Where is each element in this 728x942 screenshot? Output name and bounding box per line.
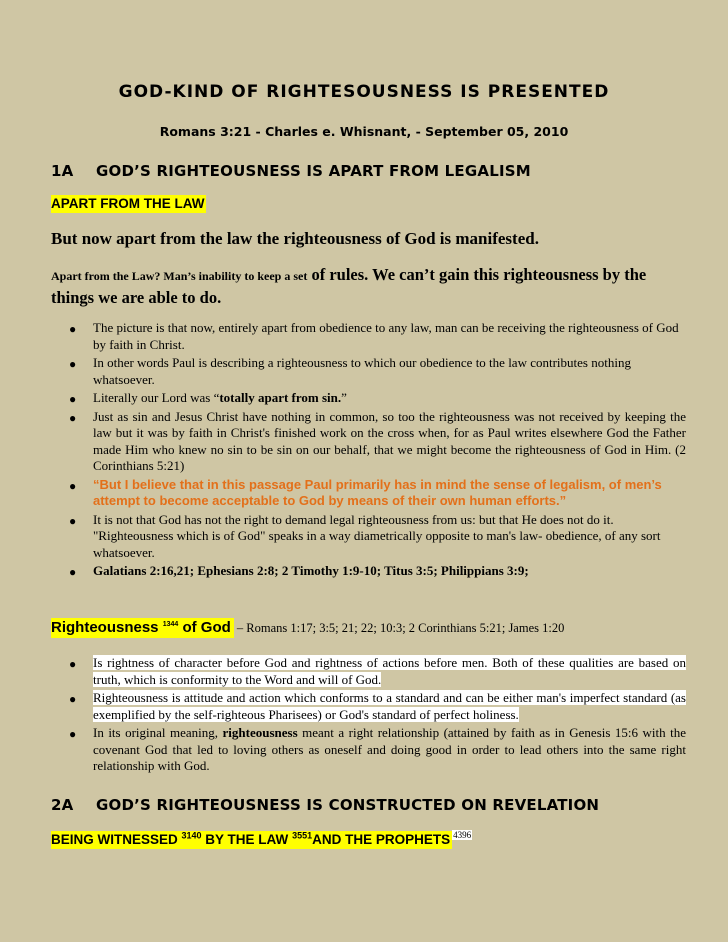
section-1-number: 1A (51, 162, 74, 180)
righteousness-refs: – Romans 1:17; 3:5; 21; 22; 10:3; 2 Corinthians 5:21; James 1:20 (236, 621, 565, 635)
righteousness-heading (51, 619, 564, 636)
list-item: ● It is not that God has not the right to demand legal righteousness from us: but that He does not do it. "Righteousness which is of God" speaks in a way diametrically opposite to man's law- obedience, of any sort whatsoever. (69, 511, 661, 560)
list-item: ● Literally our Lord was “totally apart from sin.” (69, 390, 347, 406)
list-item (66, 477, 686, 510)
document-title: GOD-KIND OF RIGHTESOUSNESS IS PRESENTED (118, 82, 610, 102)
section-2-title: GOD’S RIGHTEOUSNESS IS CONSTRUCTED ON REVELATION (96, 796, 600, 814)
righteousness-highlight: Righteousness $^{1344}$ of God (51, 618, 234, 638)
bullet-icon: ● (69, 410, 77, 425)
bullet-icon: ● (69, 565, 77, 579)
apart-from-law-label (51, 195, 206, 213)
intro-rest-text: of rules. We can’t gain this righteousness by the things we are able to do. (51, 265, 647, 307)
section-2-number: 2A (51, 796, 74, 814)
bullet-icon: ● (69, 692, 77, 706)
witness-strongs-number: 4396 (453, 830, 472, 840)
orange-quote: “But I believe that in this passage Paul primarily has in mind the sense of legalism, of men’s attempt to become acceptable to God by means of their own human efforts.” (93, 476, 662, 508)
bullet-icon: ● (69, 478, 77, 493)
witness-line (51, 830, 472, 849)
apart-from-law-highlight: APART FROM THE LAW (51, 196, 205, 211)
bullet-list-2 (66, 655, 686, 777)
bullet-icon: ● (69, 322, 77, 336)
bullet-icon: ● (69, 357, 77, 371)
list-item: ● Is rightness of character before God and rightness of actions before men. Both of these qualities are based on truth, which is conformity to the Word and will of God. (69, 655, 686, 687)
section-1-heading (51, 162, 531, 180)
section-2-heading (51, 796, 599, 814)
bullet-icon: ● (69, 657, 77, 671)
bullet-list-1 (66, 320, 686, 582)
list-item: ● Righteousness is attitude and action which conforms to a standard and can be either man's imperfect standard (as exemplified by the self-righteous Pharisees) or God's standard of perfect holiness. (69, 690, 686, 722)
list-item: ● The picture is that now, entirely apart from obedience to any law, man can be receiving the righteousness of God by faith in Christ. (69, 320, 679, 352)
intro-small-text: Apart from the Law? Man’s inability to keep a set (51, 269, 308, 283)
list-item: ● Galatians 2:16,21; Ephesians 2:8; 2 Timothy 1:9-10; Titus 3:5; Philippians 3:9; (69, 563, 529, 579)
list-item: ● In other words Paul is describing a righteousness to which our obedience to the law contributes nothing whatsoever. (69, 355, 631, 387)
section-1-title: GOD’S RIGHTEOUSNESS IS APART FROM LEGALISM (96, 162, 531, 180)
bullet-icon: ● (69, 513, 77, 528)
witness-highlight: BEING WITNESSED $^{3140}$ BY THE LAW $^{3551}$AND THE PROPHETS (51, 830, 451, 848)
bullet-icon: ● (69, 727, 77, 741)
document-subtitle: Romans 3:21 - Charles e. Whisnant, - September 05, 2010 (159, 124, 569, 139)
verse-line: But now apart from the law the righteousness of God is manifested. (51, 229, 539, 248)
bullet-icon: ● (69, 392, 77, 406)
intro-paragraph (51, 264, 691, 309)
list-item: ● Just as sin and Jesus Christ have nothing in common, so too the righteousness was not received by keeping the law but it was by faith in Christ's finished work on the cross when, for as Paul writes elsewhere God the Father made Him who knew no sin to be sin on our behalf, that we might become the righteousness of God in Him. (2 Corinthians 5:21) (69, 408, 686, 473)
list-item: ● In its original meaning, righteousness meant a right relationship (attained by faith as in Genesis 15:6 with the covenant God that led to loving others as oneself and doing good in order to lead others into the same right relationship with God. (69, 725, 687, 773)
